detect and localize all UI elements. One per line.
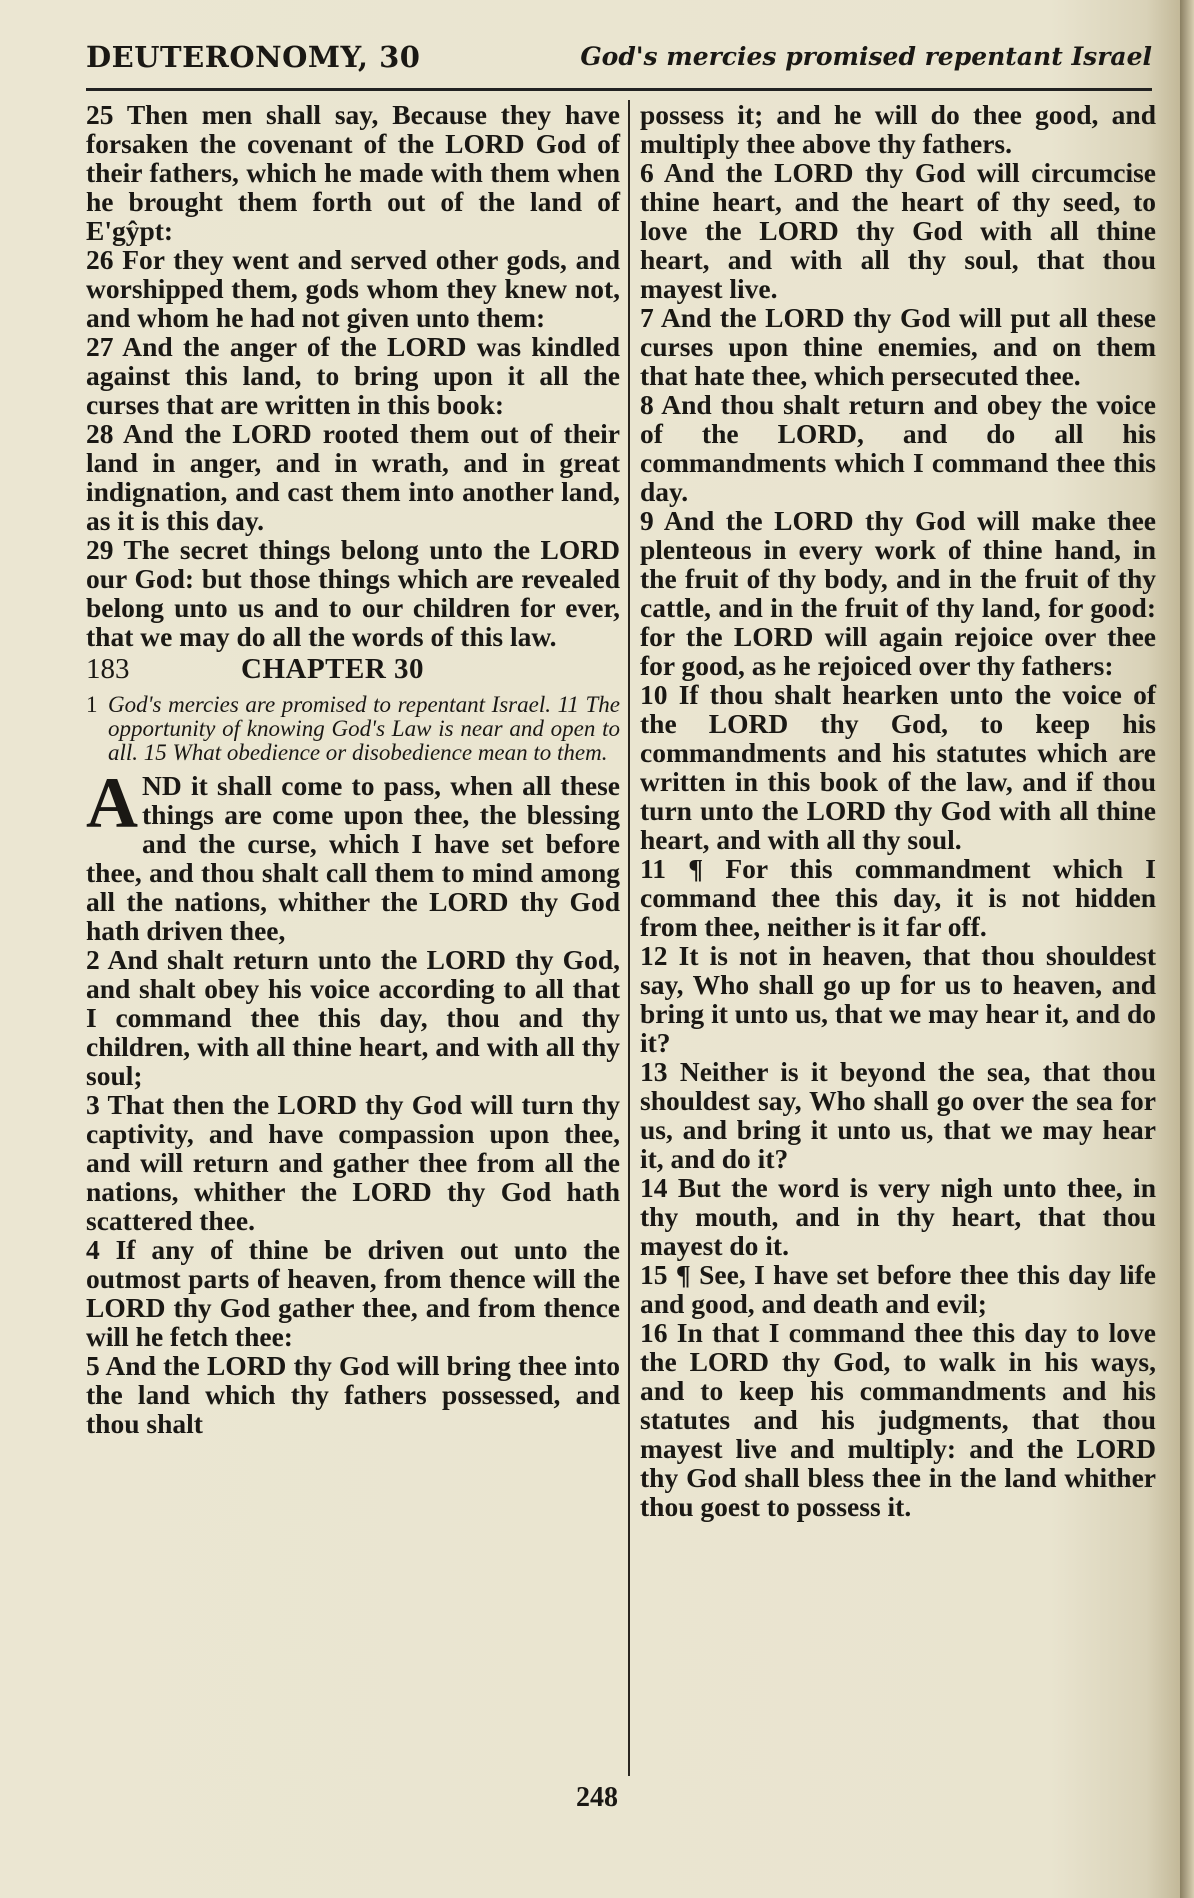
summary-number: 1 — [86, 692, 98, 717]
verse: 15 ¶ See, I have set before thee this day life and good, and death and evil; — [640, 1259, 1156, 1319]
drop-cap: A — [86, 763, 138, 843]
verse: 28 And the LORD rooted them out of their land in anger, and in wrath, and in great indignation, and cast them into another land, as it is this day. — [86, 418, 620, 536]
verse: 27 And the anger of the LORD was kindled against this land, to bring upon it all the curses that are written in this book: — [86, 331, 620, 420]
verse: ND it shall come to pass, when all these things are come upon thee, the blessing and the curse, which I have set before thee, and thou shalt call them to mind among all the nations, whither the LORD thy God hath driven thee, — [86, 770, 620, 946]
opening-verse — [86, 763, 620, 946]
verse: 3 That then the LORD thy God will turn thy captivity, and have compassion upon thee, and will return and gather thee from all the nations, whither the LORD thy God hath scattered thee. — [86, 1089, 620, 1236]
page-number: 248 — [576, 1782, 618, 1813]
verse: 11 ¶ For this commandment which I command thee this day, it is not hidden from thee, neither is it far off. — [640, 853, 1156, 942]
verse: possess it; and he will do thee good, and multiply thee above thy fathers. — [640, 99, 1156, 159]
verse: 12 It is not in heaven, that thou shouldest say, Who shall go up for us to heaven, and bring it unto us, that we may hear it, and do it? — [640, 940, 1156, 1058]
chapter-heading — [86, 655, 620, 687]
book-heading: DEUTERONOMY, 30 — [86, 40, 421, 74]
verse: 16 In that I command thee this day to love the LORD thy God, to walk in his ways, and to keep his commandments and his statutes and his judgments, that thou mayest live and multiply: and the LORD thy God shall bless thee in the land whither thou goest to possess it. — [640, 1317, 1156, 1522]
chapter-title: CHAPTER 30 — [241, 653, 425, 685]
summary-text: God's mercies are promised to repentant Israel. 11 The opportunity of knowing God's Law is near and open to all. 15 What obedience or disobedience mean to them. — [108, 692, 620, 765]
verse: 5 And the LORD thy God will bring thee into the land which thy fathers possessed, and thou shalt — [86, 1350, 620, 1439]
page-header — [86, 40, 1152, 84]
page-edge — [1180, 0, 1194, 1898]
verse: 29 The secret things belong unto the LORD our God: but those things which are revealed belong unto us and to our children for ever, that we may do all the words of this law. — [86, 534, 620, 652]
verse: 10 If thou shalt hearken unto the voice of the LORD thy God, to keep his commandments and his statutes which are written in this book of the law, and if thou turn unto the LORD thy God with all thine heart, and with all thy soul. — [640, 679, 1156, 855]
verse: 4 If any of thine be driven out unto the outmost parts of heaven, from thence will the LORD thy God gather thee, and from thence will he fetch thee: — [86, 1234, 620, 1352]
verse: 8 And thou shalt return and obey the voice of the LORD, and do all his commandments which I command thee this day. — [640, 389, 1156, 507]
chapter-summary — [86, 693, 620, 765]
header-rule — [86, 88, 1152, 91]
verse: 7 And the LORD thy God will put all these curses upon thine enemies, and on them that hate thee, which persecuted thee. — [640, 302, 1156, 391]
column-divider — [628, 100, 630, 1776]
verse: 13 Neither is it beyond the sea, that thou shouldest say, Who shall go over the sea for us, and bring it unto us, that we may hear it, and do it? — [640, 1056, 1156, 1174]
running-title: God's mercies promised repentant Israel — [580, 42, 1152, 71]
left-column — [86, 100, 620, 1438]
verse: 14 But the word is very nigh unto thee, in thy mouth, and in thy heart, that thou mayest do it. — [640, 1172, 1156, 1261]
verse: 25 Then men shall say, Because they have forsaken the covenant of the LORD God of their fathers, which he made with them when he brought them forth out of the land of E'gŷpt: — [86, 99, 620, 246]
verse: 6 And the LORD thy God will circumcise thine heart, and the heart of thy seed, to love the LORD thy God with all thine heart, and with all thy soul, that thou mayest live. — [640, 157, 1156, 304]
verse: 9 And the LORD thy God will make thee plenteous in every work of thine hand, in the fruit of thy body, and in the fruit of thy cattle, and in the fruit of thy land, for good: for the LORD will again rejoice over thee for good, as he rejoiced over thy fathers: — [640, 505, 1156, 681]
verse: 26 For they went and served other gods, and worshipped them, gods whom they knew not, and whom he had not given unto them: — [86, 244, 620, 333]
verse: 2 And shalt return unto the LORD thy God, and shalt obey his voice according to all that I command thee this day, thou and thy children, with all thine heart, and with all thy soul; — [86, 944, 620, 1091]
chapter-ref-number: 183 — [86, 653, 130, 685]
right-column — [640, 100, 1156, 1521]
